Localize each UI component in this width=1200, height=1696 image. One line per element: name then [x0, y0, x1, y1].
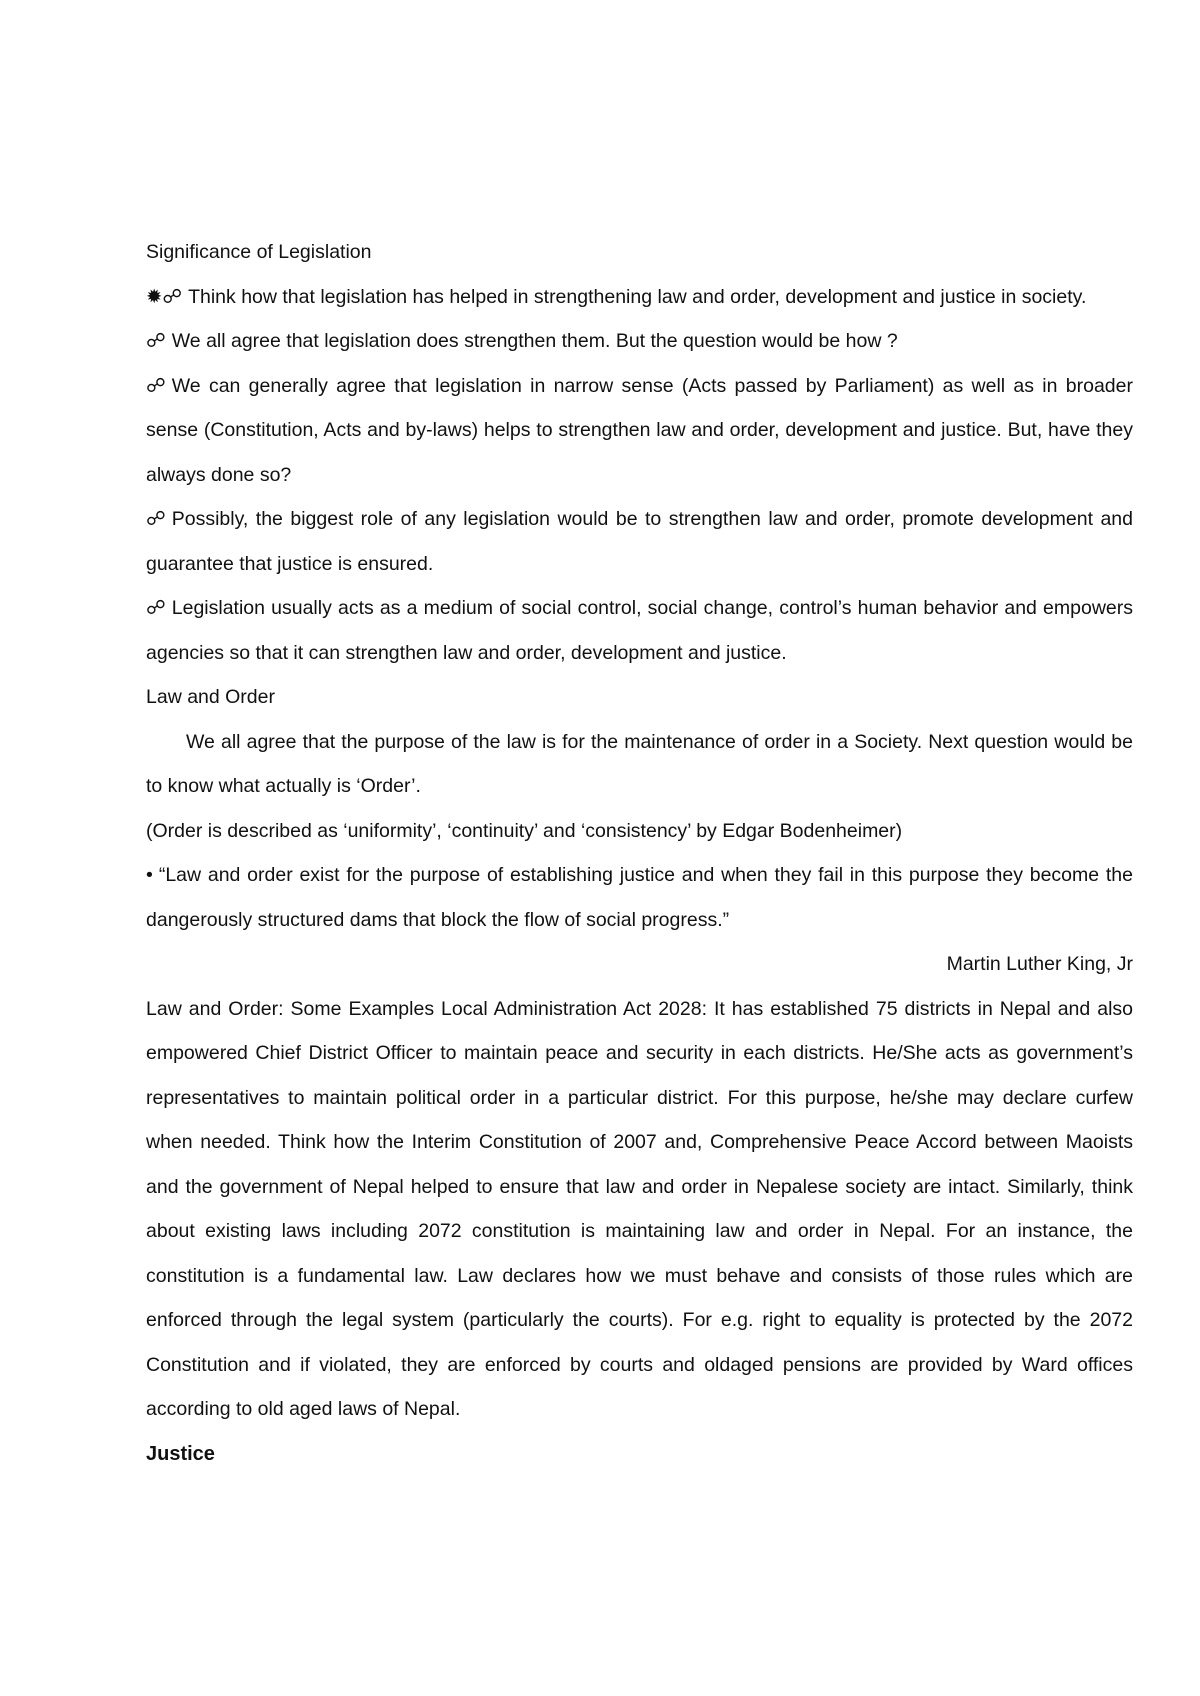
list-item: [146, 497, 1133, 586]
list-item-text: Legislation usually acts as a medium of social control, social change, control’s human behavior and empowers agencies so that it can strengthen law and order, development and justice.: [146, 597, 1133, 664]
list-item: [146, 364, 1133, 498]
list-item-text: Think how that legislation has helped in strengthening law and order, development and justice in society.: [188, 285, 1087, 308]
bullet-dot-icon: •: [146, 864, 153, 886]
section-title-significance: Significance of Legislation: [146, 241, 372, 263]
quote-paragraph: [146, 853, 1133, 942]
bullet-icon: ☍: [146, 374, 166, 397]
document-page: [146, 230, 1133, 1476]
list-item: [146, 319, 1133, 364]
law-order-examples-paragraph: Law and Order: Some Examples Local Administration Act 2028: It has established 75 districts in Nepal and also empowered Chief District Officer to maintain peace and security in each districts. He/She acts as government’s representatives to maintain political order in a particular district. For this purpose, he/she may declare curfew when needed. Think how the Interim Constitution of 2007 and, Comprehensive Peace Accord between Maoists and the government of Nepal helped to ensure that law and order in Nepalese society are intact. Similarly, think about existing laws including 2072 constitution is maintaining law and order in Nepal. For an instance, the constitution is a fundamental law. Law declares how we must behave and consists of those rules which are enforced through the legal system (particularly the courts). For e.g. right to equality is protected by the 2072 Constitution and if violated, they are enforced by courts and oldaged pensions are provided by Ward offices according to old aged laws of Nepal.: [146, 997, 1133, 1420]
section-title-law-and-order: Law and Order: [146, 686, 275, 708]
order-definition-note: (Order is described as ‘uniformity’, ‘continuity’ and ‘consistency’ by Edgar Bodenheimer): [146, 819, 903, 842]
bullet-icon: ☍: [146, 508, 166, 530]
list-item-text: We can generally agree that legislation in narrow sense (Acts passed by Parliament) as well as in broader sense (Constitution, Acts and by-laws) helps to strengthen law and order, development and justice. But, have they always done so?: [146, 374, 1133, 486]
list-item-text: Possibly, the biggest role of any legislation would be to strengthen law and order, promote development and guarantee that justice is ensured.: [146, 508, 1133, 575]
quote-attribution: Martin Luther King, Jr: [946, 953, 1133, 975]
bullet-icon: ☍: [146, 597, 166, 619]
bullet-icon: ☍: [146, 330, 166, 352]
quote-text: “Law and order exist for the purpose of establishing justice and when they fail in this purpose they become the dangerously structured dams that block the flow of social progress.”: [146, 864, 1133, 931]
list-item: [146, 586, 1133, 675]
list-item: [146, 275, 1133, 320]
list-item-text: We all agree that legislation does strengthen them. But the question would be how ?: [171, 330, 898, 352]
law-order-intro-paragraph: We all agree that the purpose of the law is for the maintenance of order in a Society. Next question would be to know what actually is ‘Order’.: [146, 730, 1133, 797]
bullet-icon: ✹☍: [146, 285, 183, 308]
section-title-justice: Justice: [146, 1442, 215, 1465]
